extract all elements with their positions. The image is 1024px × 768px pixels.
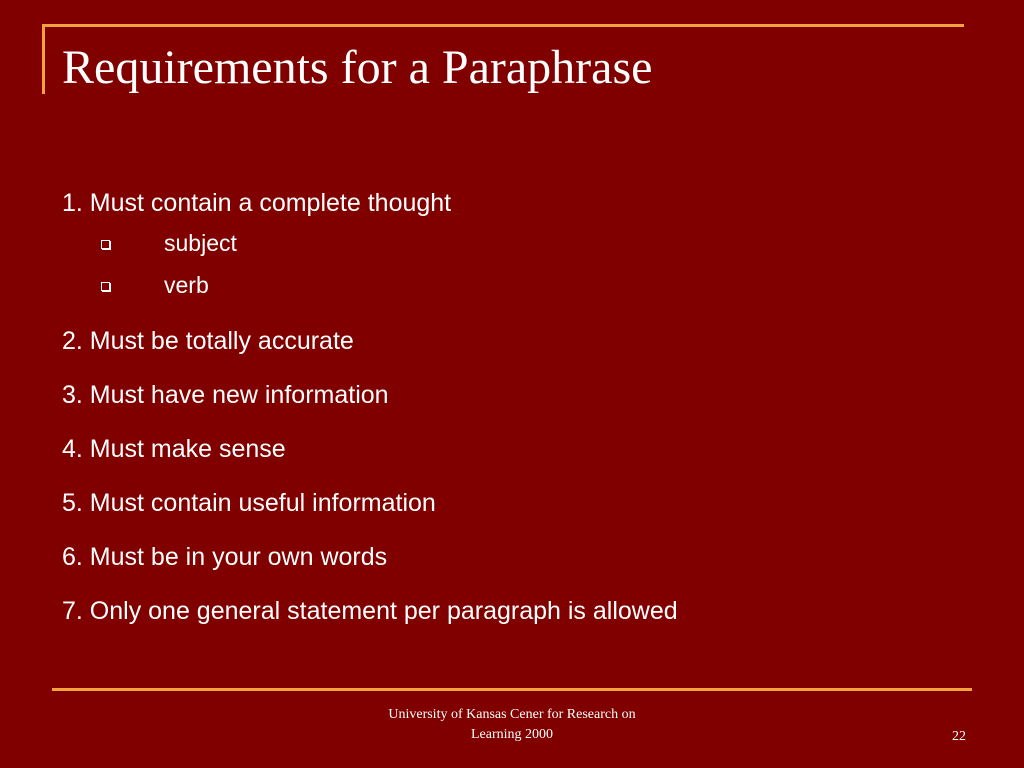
requirement-item-4: 4. Must make sense [62, 435, 286, 463]
sub-item-verb [62, 264, 962, 306]
hollow-square-bullet-icon [101, 240, 110, 249]
sub-item-label: subject [164, 230, 237, 256]
requirement-item-1: 1. Must contain a complete thought [62, 189, 452, 217]
footer-divider [52, 688, 972, 691]
sub-item-label: verb [164, 272, 209, 298]
slide-title: Requirements for a Paraphrase [62, 41, 653, 94]
requirement-item-6: 6. Must be in your own words [62, 543, 388, 571]
title-frame-top-line [42, 24, 964, 27]
slide-body [62, 184, 962, 646]
requirement-item-3: 3. Must have new information [62, 381, 389, 409]
title-frame-left-line [42, 24, 45, 94]
footer-line-1: University of Kansas Cener for Research on [388, 707, 636, 722]
footer-line-2: Learning 2000 [470, 727, 554, 742]
requirement-1-sub-list [62, 222, 962, 306]
footer-attribution [312, 705, 712, 745]
requirement-item-7: 7. Only one general statement per paragraph is allowed [62, 597, 678, 625]
sub-item-subject [62, 222, 962, 264]
page-number: 22 [952, 729, 966, 744]
requirement-item-2: 2. Must be totally accurate [62, 327, 354, 355]
hollow-square-bullet-icon [101, 282, 110, 291]
requirement-item-5: 5. Must contain useful information [62, 489, 436, 517]
